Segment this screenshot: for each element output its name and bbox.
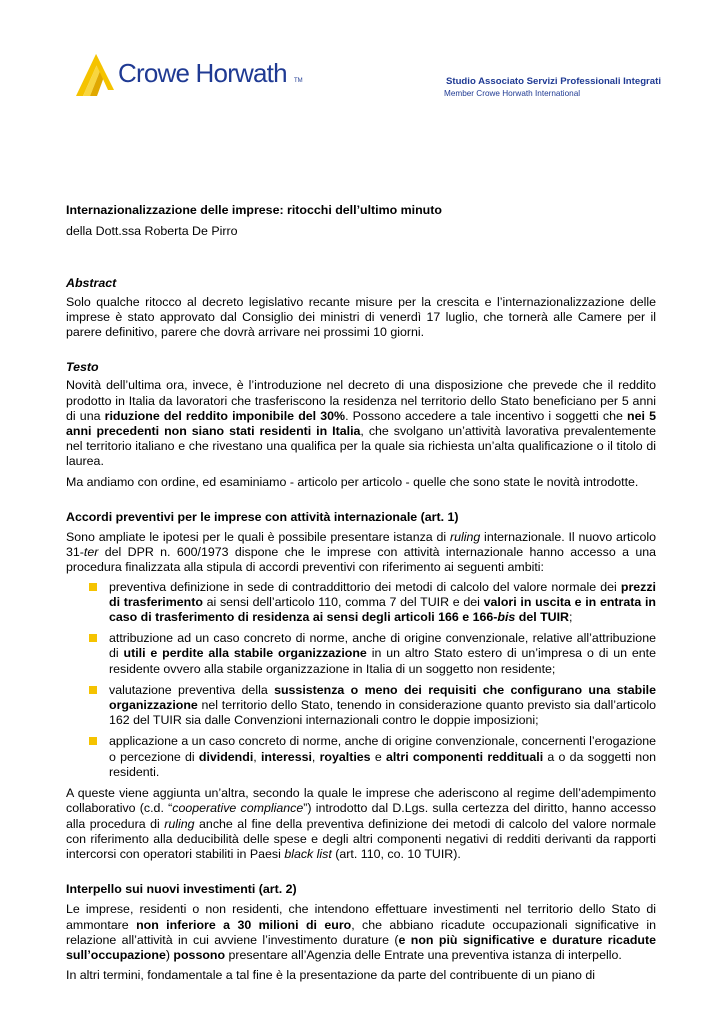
- text-run: cooperative compliance: [172, 801, 304, 816]
- text-run: ,: [253, 749, 261, 764]
- text-run: e: [370, 749, 386, 764]
- text-run: del TUIR: [515, 610, 570, 625]
- text-run: ;: [569, 610, 573, 625]
- text-run: e non più significative e durature ricadute sull’occupazione: [66, 932, 656, 962]
- text-run: ”) introdotto dal D.Lgs. sulla certezza del diritto, hanno accesso alla procedura di: [66, 801, 656, 831]
- text-run: , che svolgano un’attività lavorativa prevalentemente nel territorio italiano e che rivestano una qualifica per la quale sia richiesta un’alta qualificazione o il titolo di laurea.: [66, 424, 656, 469]
- text-run: nel territorio dello Stato, tenendo in considerazione quanto previsto sia dall’articolo 162 del TUIR sia dalle Convenzioni internazionali contro le doppie imposizioni;: [109, 698, 656, 728]
- document-title: Internazionalizzazione delle imprese: ritocchi dell’ultimo minuto: [66, 203, 442, 217]
- section-1-intro: [66, 530, 656, 576]
- text-run: attribuzione ad un caso concreto di norme, anche di origine convenzionale, relative all’attribuzione di: [109, 631, 656, 661]
- list-item: [66, 683, 656, 729]
- text-run: (art. 110, co. 10 TUIR).: [331, 846, 461, 861]
- text-run: interessi: [260, 749, 312, 764]
- text-run: sussistenza o meno dei requisiti che configurano una stabile organizzazione: [109, 682, 657, 713]
- logo-trademark: TM: [294, 78, 303, 84]
- section-2-paragraph-1: [66, 902, 656, 963]
- document-body: [66, 203, 656, 983]
- section-1-bullet-list: [66, 580, 656, 780]
- text-run: ruling: [449, 530, 481, 545]
- firm-membership: Member Crowe Horwath International: [444, 89, 581, 98]
- text-run: ter: [83, 545, 99, 560]
- section-1-closing-paragraph: [66, 786, 656, 862]
- text-run: riduzione del reddito imponibile del 30%: [104, 408, 346, 423]
- list-item-text: [109, 580, 656, 624]
- logo-wordmark: Crowe Horwath: [118, 58, 287, 88]
- text-run: utili e perdite alla stabile organizzazione: [123, 646, 367, 661]
- text-run: A queste viene aggiunta un’altra, secondo la quale le imprese che aderiscono al regime dell’adempimento collaborativo (c.d. “: [66, 786, 656, 816]
- crowe-horwath-logo: [66, 52, 306, 98]
- document-author: della Dott.ssa Roberta De Pirro: [66, 224, 238, 239]
- text-run: in un altro Stato estero di un’impresa o di un ente residente ovvero alla stabile organizzazione in Italia di un soggetto non residente;: [109, 646, 656, 676]
- text-run: ,: [311, 749, 320, 764]
- testo-paragraph-1: [66, 378, 656, 469]
- page-header: [0, 0, 724, 120]
- section-2-paragraph-2: In altri termini, fondamentale a tal fine è la presentazione da parte del contribuente di un piano di: [66, 968, 596, 983]
- text-run: ai sensi dell’articolo 110, comma 7 del TUIR e dei: [202, 594, 484, 609]
- text-run: nei 5 anni precedenti non siano stati residenti in Italia: [66, 408, 656, 439]
- text-run: preventiva definizione in sede di contraddittorio dei metodi di calcolo del valore normale dei: [109, 579, 621, 594]
- text-run: non inferiore a 30 milioni di euro: [136, 917, 352, 932]
- text-run: bis: [497, 610, 516, 625]
- firm-name: Studio Associato Servizi Professionali Integrati: [445, 76, 661, 87]
- section-2-heading: Interpello sui nuovi investimenti (art. 2): [66, 882, 297, 897]
- text-run: del DPR n. 600/1973 dispone che le imprese con attività internazionale hanno accesso a una procedura finalizzata alla stipula di accordi preventivi con riferimento ai seguenti ambiti:: [66, 545, 656, 575]
- text-run: Sono ampliate le ipotesi per le quali è possibile presentare istanza di: [66, 530, 450, 545]
- text-run: ruling: [164, 816, 195, 831]
- section-1-heading: Accordi preventivi per le imprese con attività internazionale (art. 1): [66, 509, 459, 524]
- testo-paragraph-2: Ma andiamo con ordine, ed esaminiamo - articolo per articolo - quelle che sono state le novità introdotte.: [66, 474, 639, 489]
- testo-heading: Testo: [66, 360, 99, 375]
- bullet-square-icon: [89, 686, 97, 694]
- list-item-text: [109, 683, 656, 727]
- text-run: possono: [173, 947, 226, 962]
- text-run: applicazione a un caso concreto di norme, anche di origine convenzionale, concernenti l’erogazione o percezione di: [109, 734, 656, 764]
- abstract-heading: Abstract: [66, 276, 117, 291]
- text-run: . Possono accedere a tale incentivo i soggetti che: [345, 408, 628, 423]
- bullet-square-icon: [89, 634, 97, 642]
- text-run: altri componenti reddituali: [385, 749, 544, 764]
- text-run: valutazione preventiva della: [109, 682, 275, 697]
- text-run: dividendi: [198, 749, 254, 764]
- abstract-paragraph: Solo qualche ritocco al decreto legislativo recante misure per la crescita e l’internazionalizzazione delle imprese è stato approvato dal Consiglio dei ministri di venerdì 17 luglio, che tornerà alle Camere per il parere definitivo, parere che dovrà arrivare nei prossimi 10 giorni.: [66, 294, 656, 340]
- list-item: [66, 631, 656, 677]
- text-run: Novità dell’ultima ora, invece, è l’introduzione nel decreto di una disposizione che prevede che il reddito prodotto in Italia da lavoratori che trasferiscono la residenza nel territorio dello Stato beneficiano per 5 anni di una: [66, 378, 656, 423]
- text-run: internazionale. Il nuovo articolo 31-: [66, 530, 656, 560]
- text-run: presentare all’Agenzia delle Entrate una preventiva istanza di interpello.: [225, 947, 622, 962]
- text-run: black list: [284, 846, 332, 861]
- text-run: , che abbiano ricadute occupazionali significative in relazione all’attività in cui avviene l’investimento durature (: [66, 917, 656, 947]
- text-run: anche al fine della preventiva definizione dei metodi di calcolo del valore normale con riferimento alla deducibilità delle spese e degli altri componenti negativi di redditi derivanti da rapporti intercorsi con operatori stabiliti in Paesi: [66, 816, 656, 861]
- bullet-square-icon: [89, 737, 97, 745]
- text-run: valori in uscita e in entrata in caso di trasferimento di residenza ai sensi degli articoli 166 e 166-: [109, 594, 656, 625]
- text-run: ): [165, 947, 174, 962]
- text-run: a o da soggetti non residenti.: [109, 749, 656, 779]
- text-run: royalties: [319, 749, 371, 764]
- list-item-text: [109, 631, 656, 675]
- logo-chevron-icon: [66, 52, 116, 98]
- text-run: prezzi di trasferimento: [109, 579, 656, 609]
- text-run: Le imprese, residenti o non residenti, che intendono effettuare investimenti nel territorio dello Stato di ammontare: [66, 902, 656, 932]
- list-item: [66, 734, 656, 780]
- bullet-square-icon: [89, 583, 97, 591]
- list-item: [66, 580, 656, 626]
- list-item-text: [109, 734, 656, 778]
